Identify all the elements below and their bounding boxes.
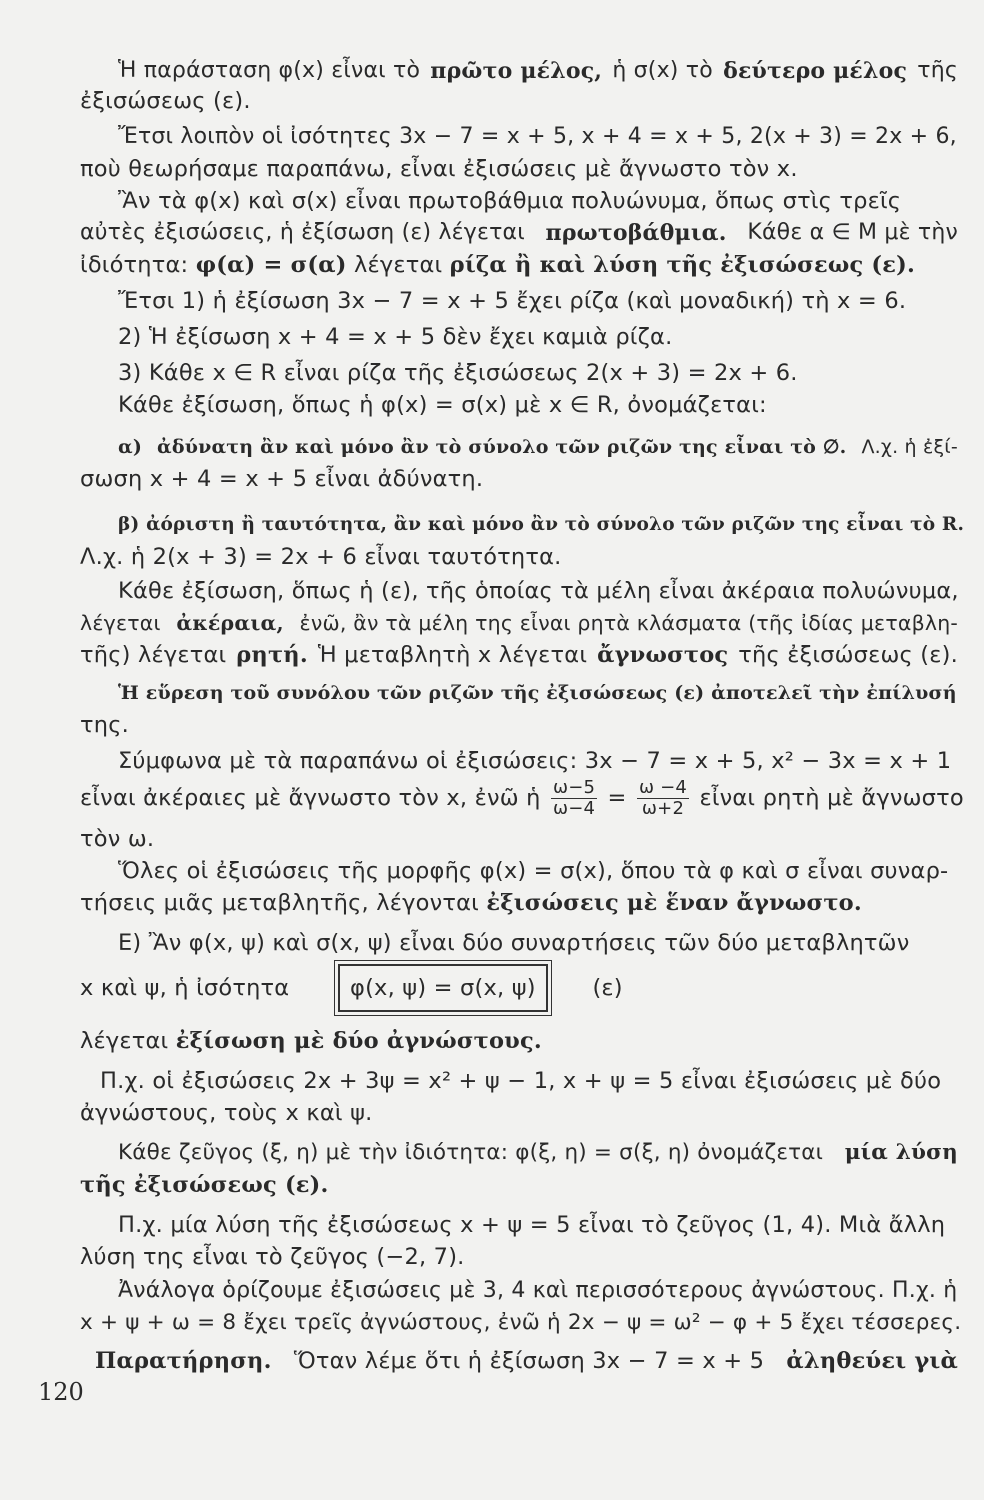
paragraph-line: ἐξισώσεως (ε). <box>80 88 251 114</box>
text-run: εἶναι ἀκέραιες μὲ ἄγνωστο τὸν x, ἐνῶ ἡ <box>80 785 541 811</box>
term-second-member: δεύτερο μέλος <box>723 58 908 84</box>
text-run: τῆς <box>917 58 958 83</box>
text-run: αὐτὲς ἐξισώσεις, ἡ ἐξίσωση (ε) λέγεται <box>80 220 525 245</box>
paragraph-line <box>80 888 862 918</box>
paragraph-line: της. <box>80 712 129 738</box>
paragraph-line <box>80 776 964 820</box>
text-run: ἰδιότητα: <box>80 252 189 278</box>
text-run: εἶναι ρητὴ μὲ ἄγνωστο <box>699 785 964 811</box>
page-number: 120 <box>38 1378 84 1406</box>
fraction-numerator: ω −4 <box>638 777 688 798</box>
paragraph-line: Ὅλες οἱ ἐξισώσεις τῆς μορφῆς φ(x) = σ(x), ὅπου τὰ φ καὶ σ εἶναι συναρ- <box>118 858 949 884</box>
text-run: λέγεται <box>80 1028 169 1054</box>
example-2: 2) Ἡ ἐξίσωση x + 4 = x + 5 δὲν ἔχει καμιὰ ρίζα. <box>118 324 673 350</box>
fraction <box>637 778 689 819</box>
text-run: Ὅταν λέμε ὅτι ἡ ἐξίσωση 3x − 7 = x + 5 <box>293 1348 765 1374</box>
term-impossible: ἀδύνατη ἂν καὶ μόνο ἂν τὸ σύνολο τῶν ριζῶν της εἶναι τὸ ∅. <box>157 436 847 458</box>
text-run: Λ.χ. ἡ ἐξί- <box>861 436 958 458</box>
text-run: ἐνῶ, ἂν τὰ μέλη της εἶναι ρητὰ κλάσματα (τῆς ἰδίας μεταβλη- <box>299 611 958 635</box>
paragraph-line <box>118 56 958 86</box>
text-run: τῆς) λέγεται <box>80 642 227 668</box>
equals-sign: = <box>607 785 627 811</box>
text-run: τῆς ἐξισώσεως (ε). <box>738 642 958 668</box>
paragraph-line: Κάθε ἐξίσωση, ὅπως ἡ φ(x) = σ(x) μὲ x ∈ R, ὀνομάζεται: <box>118 392 767 418</box>
term-rational: ρητή. <box>236 642 308 668</box>
paragraph-line <box>80 640 958 670</box>
definition-identity: β) ἀόριστη ἢ ταυτότητα, ἂν καὶ μόνο ἂν τὸ σύνολο τῶν ριζῶν της εἶναι τὸ R. <box>118 514 965 535</box>
boxed-equation: φ(x, ψ) = σ(x, ψ) <box>338 964 548 1012</box>
paragraph-line: x + ψ + ω = 8 ἔχει τρεῖς ἀγνώστους, ἐνῶ ἡ 2x − ψ = ω² − φ + 5 ἔχει τέσσερες. <box>80 1310 962 1335</box>
paragraph-line: σωση x + 4 = x + 5 εἶναι ἀδύνατη. <box>80 466 484 492</box>
term-root: ρίζα ἢ καὶ λύση τῆς ἐξισώσεως (ε). <box>449 252 916 278</box>
paragraph-line: τὸν ω. <box>80 826 155 852</box>
paragraph-line: Κάθε ἐξίσωση, ὅπως ἡ (ε), τῆς ὁποίας τὰ μέλη εἶναι ἀκέραια πολυώνυμα, <box>118 578 959 604</box>
paragraph-line: Ἀνάλογα ὁρίζουμε ἐξισώσεις μὲ 3, 4 καὶ περισσότερους ἀγνώστους. Π.χ. ἡ <box>118 1278 958 1303</box>
term-unknown: ἄγνωστος <box>597 642 729 668</box>
term-one-solution: μία λύση <box>844 1140 958 1165</box>
paragraph-line: Π.χ. οἱ ἐξισώσεις 2x + 3ψ = x² + ψ − 1, x + ψ = 5 εἶναι ἐξισώσεις μὲ δύο <box>100 1068 942 1094</box>
paragraph-line: ἀγνώστους, τοὺς x καὶ ψ. <box>80 1100 373 1126</box>
text-run: τήσεις μιᾶς μεταβλητῆς, λέγονται <box>80 890 479 916</box>
term-first-member: πρῶτο μέλος, <box>430 58 603 84</box>
text-run: λέγεται <box>353 252 443 278</box>
paragraph-line <box>80 1026 542 1056</box>
paragraph-line: Λ.χ. ἡ 2(x + 3) = 2x + 6 εἶναι ταυτότητα. <box>80 544 562 570</box>
text-run: x καὶ ψ, ἡ ἰσότητα <box>80 975 290 1001</box>
text-run: Κάθε ζεῦγος (ξ, η) μὲ τὴν ἰδιότητα: φ(ξ, η) = σ(ξ, η) ὀνομάζεται <box>118 1140 824 1165</box>
example-3: 3) Κάθε x ∈ R εἶναι ρίζα τῆς ἐξισώσεως 2(x + 3) = 2x + 6. <box>118 360 798 386</box>
remark-heading: Παρατήρηση. <box>95 1348 272 1374</box>
paragraph-line: λύση της εἶναι τὸ ζεῦγος (−2, 7). <box>80 1244 465 1270</box>
paragraph-line <box>118 1138 958 1168</box>
paragraph-line <box>80 218 958 248</box>
text-run: Ἡ παράσταση φ(x) εἶναι τὸ <box>118 58 421 83</box>
definition-impossible <box>118 432 958 462</box>
paragraph-line: Ἔτσι λοιπὸν οἱ ἰσότητες 3x − 7 = x + 5, x + 4 = x + 5, 2(x + 3) = 2x + 6, <box>118 124 957 149</box>
paragraph-line <box>80 964 623 1012</box>
term-integral: ἀκέραια, <box>176 611 284 635</box>
paragraph-line: ποὺ θεωρήσαμε παραπάνω, εἶναι ἐξισώσεις μὲ ἄγνωστο τὸν x. <box>80 156 798 182</box>
text-run: Κάθε α ∈ Μ μὲ τὴν <box>747 220 958 245</box>
term-one-unknown: ἐξισώσεις μὲ ἕναν ἄγνωστο. <box>486 890 862 916</box>
term-first-degree: πρωτοβάθμια. <box>545 220 727 246</box>
term-two-unknowns: ἐξίσωση μὲ δύο ἀγνώστους. <box>175 1028 542 1054</box>
paragraph-line: Ἂν τὰ φ(x) καὶ σ(x) εἶναι πρωτοβάθμια πολυώνυμα, ὅπως στὶς τρεῖς <box>118 188 902 214</box>
item-label: α) <box>118 436 143 458</box>
text-run: ἡ σ(x) τὸ <box>612 58 713 83</box>
paragraph-line <box>80 250 915 280</box>
equation-label: (ε) <box>592 975 623 1001</box>
term-holds-for: ἀληθεύει γιὰ <box>786 1348 958 1374</box>
paragraph-line: Σύμφωνα μὲ τὰ παραπάνω οἱ ἐξισώσεις: 3x − 7 = x + 5, x² − 3x = x + 1 <box>118 748 952 774</box>
fraction-denominator: ω+2 <box>641 798 685 819</box>
text-run: λέγεται <box>80 611 161 635</box>
paragraph-line: Π.χ. μία λύση τῆς ἐξισώσεως x + ψ = 5 εἶναι τὸ ζεῦγος (1, 4). Μιὰ ἄλλη <box>118 1212 946 1238</box>
paragraph-line: Ε) Ἂν φ(x, ψ) καὶ σ(x, ψ) εἶναι δύο συναρτήσεις τῶν δύο μεταβλητῶν <box>118 930 910 956</box>
text-run: Ἡ μεταβλητὴ x λέγεται <box>317 642 588 668</box>
paragraph-line <box>80 608 958 638</box>
formula-root: φ(α) = σ(α) <box>195 252 347 278</box>
fraction-denominator: ω−4 <box>552 798 596 819</box>
fraction-numerator: ω−5 <box>552 777 596 798</box>
remark-line <box>95 1346 958 1376</box>
paragraph-line: Ἡ εὕρεση τοῦ συνόλου τῶν ριζῶν τῆς ἐξισώσεως (ε) ἀποτελεῖ τὴν ἐπίλυσή <box>118 682 957 704</box>
paragraph-line: τῆς ἐξισώσεως (ε). <box>80 1172 329 1198</box>
example-1: Ἔτσι 1) ἡ ἐξίσωση 3x − 7 = x + 5 ἔχει ρίζα (καὶ μοναδική) τὴ x = 6. <box>118 288 907 314</box>
fraction <box>551 778 597 819</box>
